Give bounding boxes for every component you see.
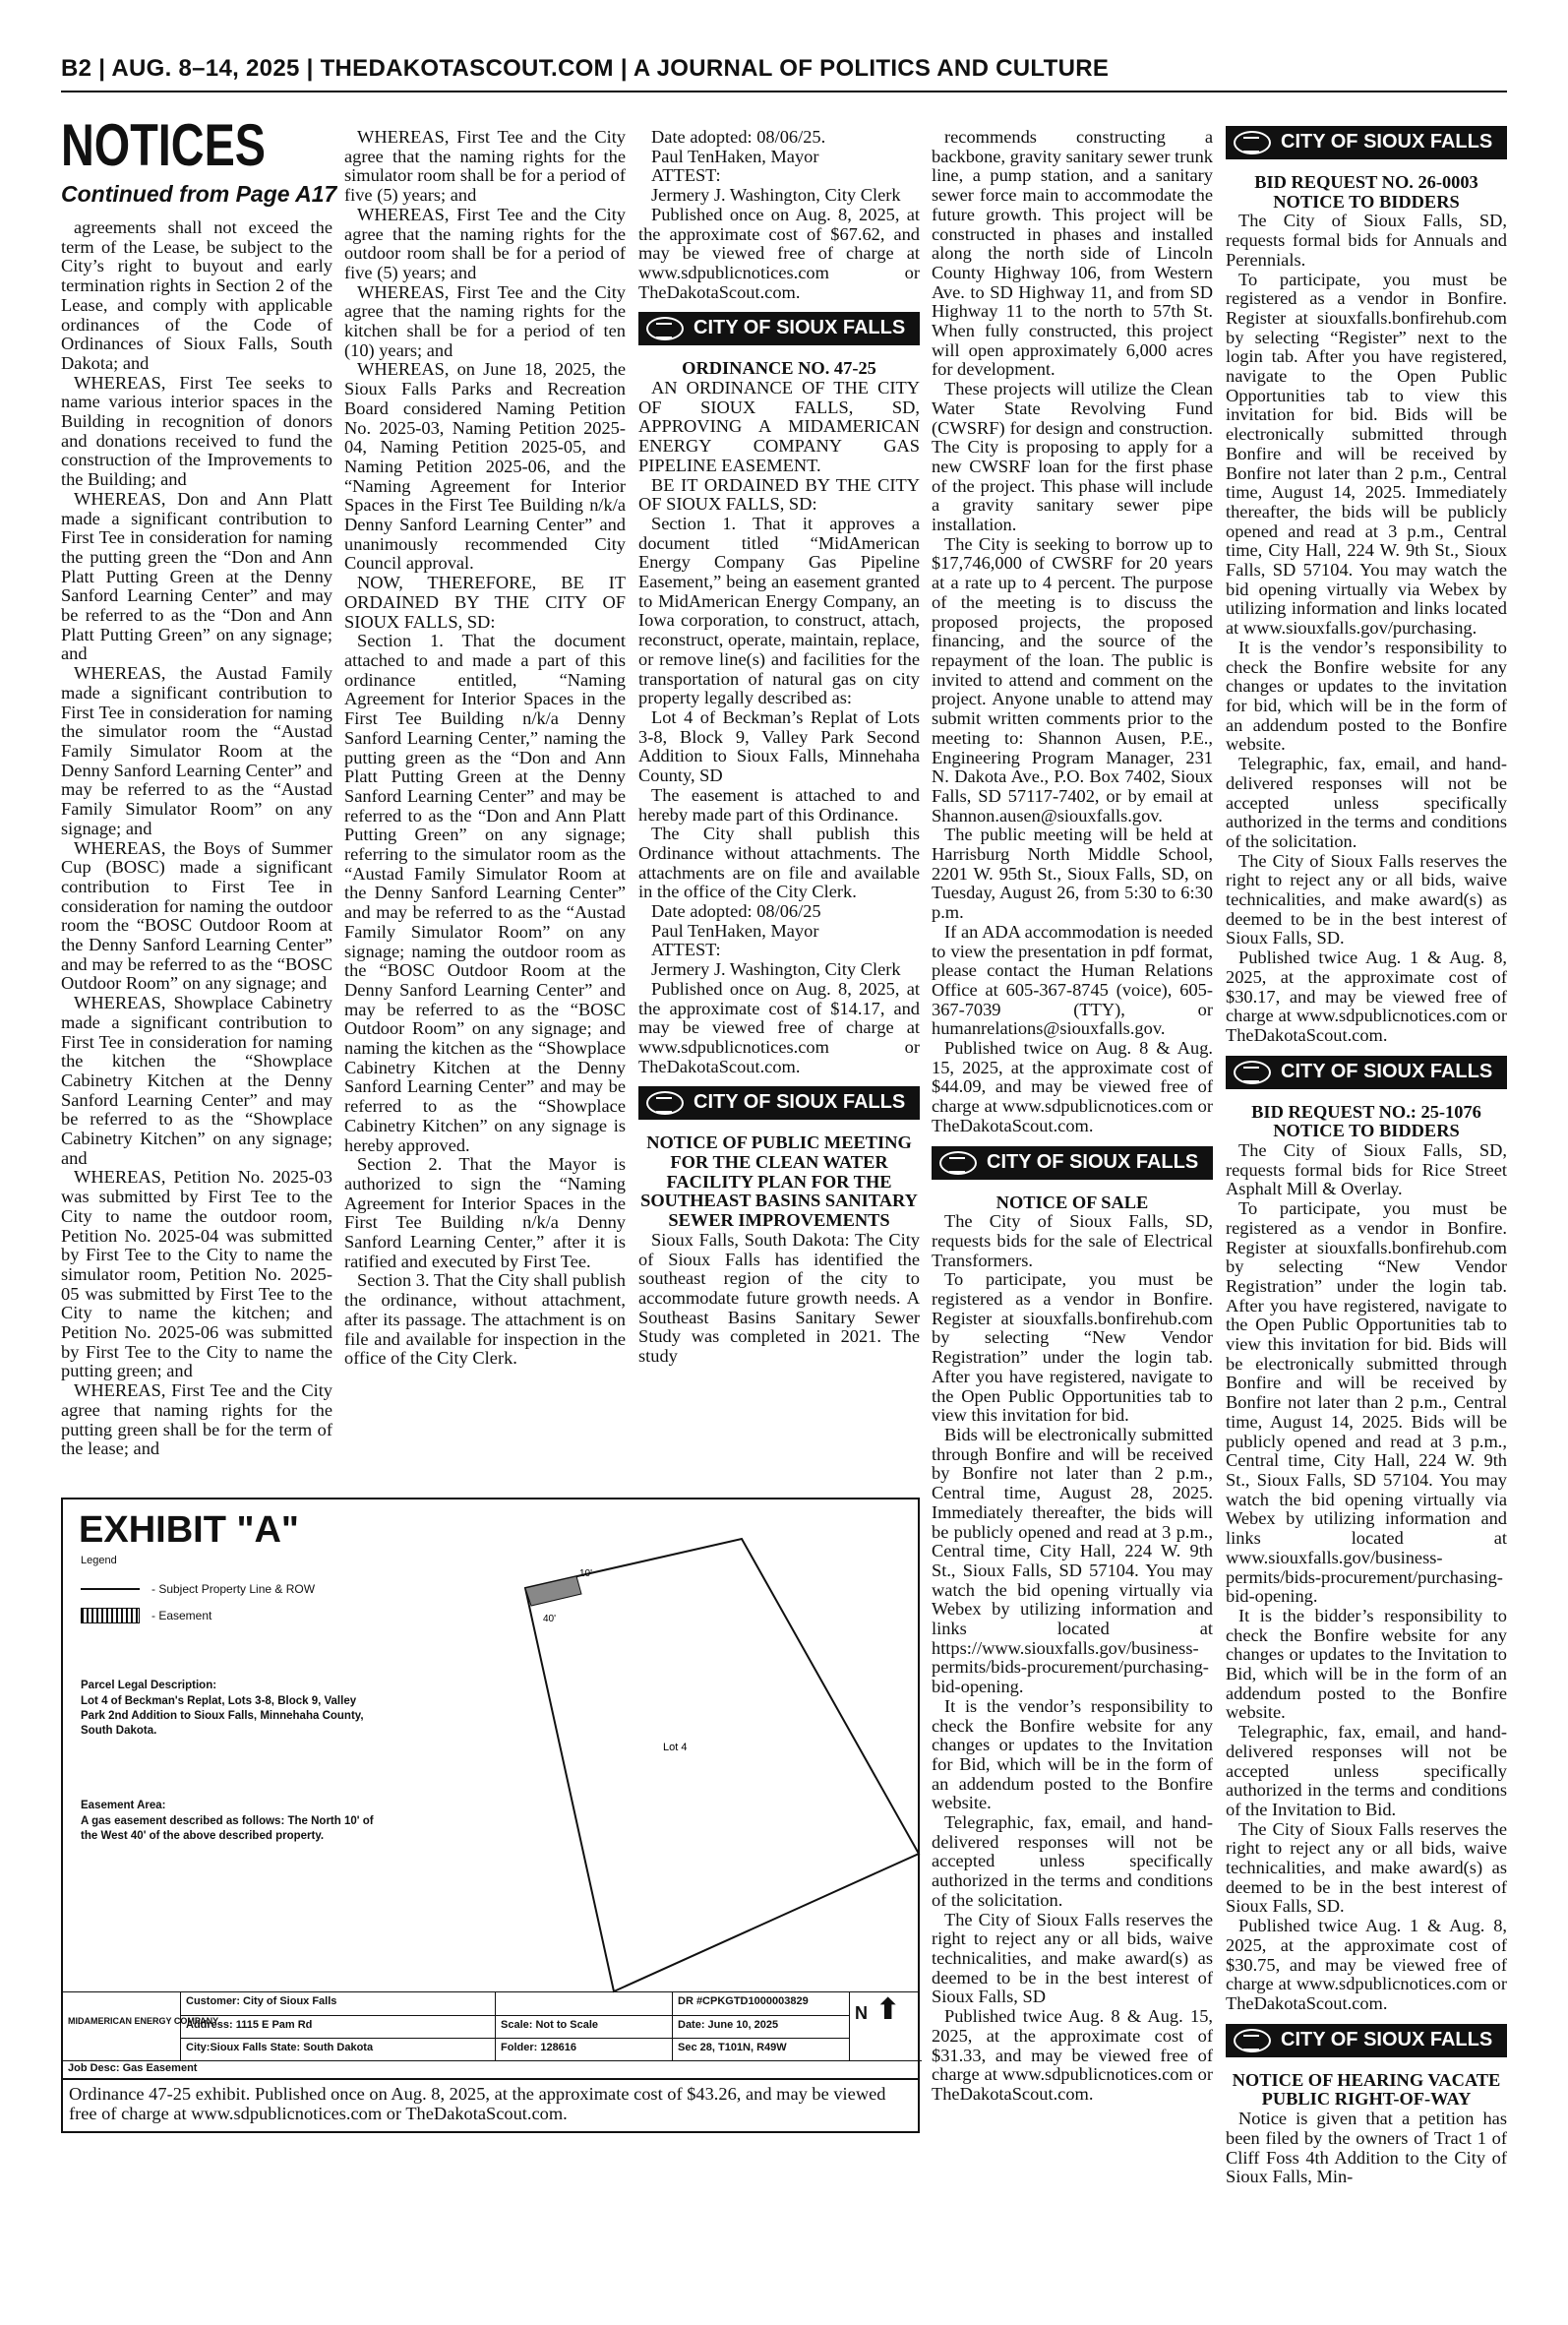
lot-label: Lot 4: [663, 1742, 688, 1753]
company-logo: MIDAMERICAN ENERGY COMPANY: [63, 1992, 181, 2061]
column-5: [1226, 126, 1507, 2317]
paragraph: BE IT ORDAINED BY THE CITY OF SIOUX FALLS, SD:: [638, 474, 920, 515]
paragraph: Published twice Aug. 1 & Aug. 8, 2025, at the approximate cost of $30.75, and may be viewed free of charge at www.sdpublicnotices.com or TheDakotaScout.com.: [1226, 1916, 1507, 2013]
paragraph: Published twice Aug. 8 & Aug. 15, 2025, at the approximate cost of $31.33, and may be viewed free of charge at www.sdpublicnotices.com or TheDakotaScout.com.: [932, 2006, 1213, 2104]
paragraph: recommends constructing a backbone, gravity sanitary sewer trunk line, a pump station, and a sanitary sewer force main to accommodate the future growth. This project will be constructed in phases and installed along the north side of Lincoln County Highway 106, from Western Ave. to SD Highway 11, and from SD Highway 11 to the north to 57th St. When fully constructed, this project will open approximately 6,000 acres for development.: [932, 127, 1213, 380]
paragraph: Section 2. That the Mayor is authorized to sign the “Naming Agreement for Interior Spaces in the First Tee Building n/k/a Denny Sanford Learning Center,” after it is ratified and executed by First Tee.: [344, 1154, 626, 1271]
column-1: [61, 218, 332, 1488]
north-arrow-icon: ⬆: [875, 1993, 901, 2026]
city-logo-icon: [646, 317, 684, 340]
paragraph: Published once on Aug. 8, 2025, at the approximate cost of $67.62, and may be viewed free of charge at www.sdpublicnotices.com or TheDakotaScout.com.: [638, 204, 920, 302]
paragraph: NOW, THEREFORE, BE IT ORDAINED BY THE CITY OF SIOUX FALLS, SD:: [344, 573, 626, 632]
address: Address: 1115 E Pam Rd: [181, 2016, 496, 2039]
section-header-label: CITY OF SIOUX FALLS: [1281, 131, 1493, 153]
paragraph: Jermery J. Washington, City Clerk: [651, 959, 901, 980]
paragraph: The City is seeking to borrow up to $17,746,000 of CWSRF for 20 years at a rate up to 4 percent. The purpose of the meeting is to discuss the proposed projects, the proposed financing, and the source of the repayment of the loan. The public is invited to attend and comment on the project. Anyone unable to attend may submit written comments prior to the meeting to: Shannon Ausen, P.E., Engineering Program Manager, 231 N. Dakota Ave., P.O. Box 7402, Sioux Falls, SD 57117-7402, or by email at Shannon.ausen@siouxfalls.gov.: [932, 533, 1213, 826]
paragraph: Paul TenHaken, Mayor: [651, 920, 819, 941]
paragraph: Jermery J. Washington, City Clerk: [651, 185, 901, 206]
section-township: Sec 28, T101N, R49W: [673, 2039, 850, 2061]
city-state: City:Sioux Falls State: South Dakota: [181, 2039, 496, 2061]
paragraph: Telegraphic, fax, email, and hand-delivered responses will not be accepted unless specifically authorized in the terms and conditions of the solicitation.: [1226, 754, 1507, 851]
paragraph: Paul TenHaken, Mayor: [651, 146, 819, 166]
paragraph: Section 1. That the document attached to and made a part of this ordinance entitled, “Naming Agreement for Interior Spaces in the First Tee Building n/k/a Denny Sanford Learning Center,” naming the putting green as the “Don and Ann Platt Putting Green at the Denny Sanford Learning Center” and may be referred to as the “Don and Ann Platt Putting Green” on any signage; referring to the simulator room as the “Austad Family Simulator Room at the Denny Sanford Learning Center” and may be referred to as the “Austad Family Simulator Room” on any signage; naming the outdoor room as the “BOSC Outdoor Room at the Denny Sanford Learning Center” and may be referred to as the “BOSC Outdoor Room” on any signage; and naming the kitchen as the “Showplace Cabinetry Kitchen at the Denny Sanford Learning Center” and may be referred to as the “Showplace Cabinetry Kitchen” on any signage is hereby approved.: [344, 631, 626, 1155]
section-header-label: CITY OF SIOUX FALLS: [987, 1150, 1199, 1173]
scale: Scale: Not to Scale: [496, 2016, 673, 2039]
parcel-drawing: [63, 1499, 922, 1991]
city-logo-icon: [1234, 2029, 1271, 2052]
paragraph: Published twice Aug. 1 & Aug. 8, 2025, at the approximate cost of $30.17, and may be viewed free of charge at www.sdpublicnotices.com or TheDakotaScout.com.: [1226, 948, 1507, 1045]
paragraph: AN ORDINANCE OF THE CITY OF SIOUX FALLS, SD, APPROVING A MIDAMERICAN ENERGY COMPANY GAS PIPELINE EASEMENT.: [638, 378, 920, 475]
paragraph: To participate, you must be registered as a vendor in Bonfire. Register at siouxfalls.bonfirehub.com by selecting “Register” next to the login tab. After you have registered, navigate to the Open Public Opportunities tab to view this invitation for bid. Bids will be electronically submitted through Bonfire and will be received by Bonfire not later than 2 p.m., Central time, August 14, 2025. Immediately thereafter, the bids will be publicly opened and read at 3 p.m., Central time, City Hall, 224 W. 9th St., Sioux Falls, SD 57104. You may watch the bid opening virtually via Webex by utilizing information and links located at www.siouxfalls.gov/purchasing.: [1226, 269, 1507, 639]
paragraph: ATTEST:: [651, 940, 721, 960]
title-block: [63, 1991, 918, 2078]
continued-label: Continued from Page A17: [61, 181, 337, 207]
customer: Customer: City of Sioux Falls: [181, 1992, 496, 2016]
section-title: NOTICES: [61, 112, 267, 178]
paragraph: Date adopted: 08/06/25.: [651, 127, 826, 147]
city-logo-icon: [939, 1151, 977, 1175]
parcel-description: Lot 4 of Beckman's Replat, Lots 3-8, Block 9, Valley Park 2nd Addition to Sioux Falls, Minnehaha County, South Dakota.: [81, 1695, 364, 1737]
section-header-label: CITY OF SIOUX FALLS: [694, 317, 906, 339]
parcel-label: Parcel Legal Description:: [81, 1680, 217, 1691]
exhibit-title: EXHIBIT "A": [79, 1509, 299, 1551]
dimension-label: 40': [543, 1614, 557, 1624]
exhibit-map: [61, 1498, 920, 2080]
paragraph: These projects will utilize the Clean Water State Revolving Fund (CWSRF) for design and construction. The City is proposing to apply for a new CWSRF loan for the first phase of the project. This phase will include a gravity sanitary sewer pipe installation.: [932, 379, 1213, 535]
exhibit-caption: Ordinance 47-25 exhibit. Published once on Aug. 8, 2025, at the approximate cost of $43.26, and may be viewed free of charge at www.sdpublicnotices.com or TheDakotaScout.com.: [61, 2080, 920, 2133]
paragraph: Sioux Falls, South Dakota: The City of Sioux Falls has identified the southeast region of the city to accommodate future growth needs. A Southeast Basins Sanitary Sewer Study was completed in 2021. The study: [638, 1229, 920, 1367]
notice-title: NOTICE OF HEARING VACATE PUBLIC RIGHT-OF-WAY: [1232, 2069, 1501, 2110]
paragraph: If an ADA accommodation is needed to view the presentation in pdf format, please contact the Human Relations Office at 605-367-8745 (voice), 605-367-7039 (TTY), or humanrelations@siouxfalls.gov.: [932, 921, 1213, 1039]
paragraph: Published once on Aug. 8, 2025, at the approximate cost of $14.17, and may be viewed free of charge at www.sdpublicnotices.com or TheDakotaScout.com.: [638, 978, 920, 1076]
paragraph: ATTEST:: [651, 165, 721, 186]
paragraph: WHEREAS, First Tee and the City agree that the naming rights for the simulator room shall be for a period of five (5) years; and: [344, 127, 626, 206]
column-2: [344, 128, 626, 1488]
paragraph: The City of Sioux Falls, SD, requests bids for the sale of Electrical Transformers.: [932, 1211, 1213, 1270]
running-header: B2 | AUG. 8–14, 2025 | THEDAKOTASCOUT.COM | A JOURNAL OF POLITICS AND CULTURE: [61, 55, 1110, 82]
section-header-label: CITY OF SIOUX FALLS: [1281, 2028, 1493, 2050]
paragraph: The City of Sioux Falls reserves the right to reject any or all bids, waive technicalities, and make award(s) as deemed to be in the best interest of Sioux Falls, SD.: [1226, 1818, 1507, 1917]
paragraph: WHEREAS, the Boys of Summer Cup (BOSC) made a significant contribution to First Tee in consideration for naming the outdoor room the “BOSC Outdoor Room at the Denny Sanford Learning Center” and may be referred to as the “BOSC Outdoor Room” on any signage; and: [61, 837, 332, 994]
paragraph: The City of Sioux Falls reserves the right to reject any or all bids, waive technicalities, and make award(s) as deemed to be in the best interest of Sioux Falls, SD.: [1226, 850, 1507, 948]
paragraph: The City of Sioux Falls reserves the right to reject any or all bids, waive technicalities, and make award(s) as deemed to be in the best interest of Sioux Falls, SD: [932, 1909, 1213, 2007]
paragraph: Telegraphic, fax, email, and hand-delivered responses will not be accepted unless specifically authorized in the terms and conditions of the solicitation.: [932, 1812, 1213, 1910]
paragraph: Telegraphic, fax, email, and hand-delivered responses will not be accepted unless specifically authorized in the terms and conditions of the Invitation to Bid.: [1226, 1722, 1507, 1819]
paragraph: To participate, you must be registered as a vendor in Bonfire. Register at siouxfalls.bonfirehub.com by selecting “New Vendor Registration” under the login tab. After you have registered, navigate to the Open Public Opportunities tab to view this invitation for bid. Bids will be electronically submitted through Bonfire and will be received by Bonfire not later than 2 p.m., Central time, August 14, 2025. Bids will be publicly opened and read at 3 p.m., Central time, City Hall, 224 W. 9th St., Sioux Falls, SD 57104. You may watch the bid opening virtually via Webex by utilizing information and links located at www.siouxfalls.gov/business-permits/bids-procurement/purchasing-bid-opening.: [1226, 1198, 1507, 1607]
paragraph: WHEREAS, Showplace Cabinetry made a significant contribution to First Tee in consideration for naming the kitchen the “Showplace Cabinetry Kitchen at the Denny Sanford Learning Center” and may be referred to as the “Showplace Cabinetry Kitchen” on any signage; and: [61, 993, 332, 1168]
paragraph: To participate, you must be registered as a vendor in Bonfire. Register at siouxfalls.bonfirehub.com by selecting “New Vendor Registration” under the login tab. After you have registered, navigate to the Open Public Opportunities tab to view this invitation for bid.: [932, 1269, 1213, 1426]
blank-cell: [496, 1992, 673, 2016]
legend-row-easement: - Easement: [81, 1608, 211, 1623]
north-arrow: [850, 1992, 922, 2061]
section-header-label: CITY OF SIOUX FALLS: [694, 1091, 906, 1114]
paragraph: The public meeting will be held at Harrisburg North Middle School, 2201 W. 95th St., Sioux Falls, SD, on Tuesday, August 26, from 5:30 to 6:30 p.m.: [932, 825, 1213, 923]
notice-title: BID REQUEST NO. 26-0003 NOTICE TO BIDDERS: [1254, 172, 1478, 212]
job-description: Job Desc: Gas Easement: [68, 2062, 198, 2074]
legend-label: Legend: [81, 1555, 117, 1566]
paragraph: WHEREAS, First Tee and the City agree that the naming rights for the outdoor room shall be for a period of five (5) years; and: [344, 204, 626, 282]
paragraph: It is the bidder’s responsibility to check the Bonfire website for any changes or updates to the Invitation to Bid, which will be in the form of an addendum posted to the Bonfire website.: [1226, 1605, 1507, 1723]
paragraph: WHEREAS, First Tee seeks to name various interior spaces in the Building in recognition of donors and donations received to fund the construction of the Improvements to the Building; and: [61, 372, 332, 490]
folder: Folder: 128616: [496, 2039, 673, 2061]
date: Date: June 10, 2025: [673, 2016, 850, 2039]
notice-title: ORDINANCE NO. 47-25: [682, 358, 876, 379]
notice-title: NOTICE OF PUBLIC MEETING FOR THE CLEAN WATER FACILITY PLAN FOR THE SOUTHEAST BASINS SANITARY SEWER IMPROVEMENTS: [640, 1132, 918, 1231]
paragraph: agreements shall not exceed the term of the Lease, be subject to the City’s right to buyout and early termination rights in Section 2 of the Lease, and comply with applicable ordinances of the Code of Ordinances of Sioux Falls, South Dakota; and: [61, 217, 332, 373]
paragraph: WHEREAS, Petition No. 2025-03 was submitted by First Tee to the City to name the outdoor room, Petition No. 2025-04 was submitted by First Tee to the City to name the simulator room, Petition No. 2025-05 was submitted by First Tee to the City to name the kitchen; and Petition No. 2025-06 was submitted by First Tee to the City to name the putting green; and: [61, 1167, 332, 1381]
paragraph: The City shall publish this Ordinance without attachments. The attachments are on file and available in the office of the City Clerk.: [638, 824, 920, 902]
section-header-label: CITY OF SIOUX FALLS: [1281, 1060, 1493, 1082]
paragraph: WHEREAS, Don and Ann Platt made a significant contribution to First Tee in consideration for naming the putting green the “Don and Ann Platt Putting Green at the Denny Sanford Learning Center” and may be referred to as the “Don and Ann Platt Putting Green” on any signage; and: [61, 488, 332, 664]
paragraph: Section 1. That it approves a document titled “MidAmerican Energy Company Gas Pipeline Easement,” being an easement granted to MidAmerican Energy Company, an Iowa corporation, to construct, attach, reconstruct, operate, maintain, replace, or remove line(s) and facilities for the transportation of natural gas on city property legally described as:: [638, 513, 920, 708]
paragraph: The City of Sioux Falls, SD, requests formal bids for Rice Street Asphalt Mill & Overlay.: [1226, 1140, 1507, 1199]
city-logo-icon: [1234, 131, 1271, 154]
paragraph: Date adopted: 08/06/25: [651, 901, 821, 922]
easement-label: Easement Area:: [81, 1800, 166, 1811]
paragraph: WHEREAS, the Austad Family made a significant contribution to First Tee in consideration for naming the simulator room the “Austad Family Simulator Room at the Denny Sanford Learning Center” and may be referred to as the “Austad Family Simulator Room” on any signage; and: [61, 663, 332, 838]
north-label: N: [855, 2003, 868, 2023]
paragraph: WHEREAS, First Tee and the City agree that the naming rights for the kitchen shall be for a period of ten (10) years; and: [344, 281, 626, 360]
paragraph: It is the vendor’s responsibility to check the Bonfire website for any changes or updates to the invitation for bid, which will be in the form of an addendum posted to the Bonfire website.: [1226, 637, 1507, 755]
notice-title: BID REQUEST NO.: 25-1076 NOTICE TO BIDDERS: [1251, 1101, 1481, 1141]
paragraph: It is the vendor’s responsibility to check the Bonfire website for any changes or updates to the Invitation for Bid, which will be in the form of an addendum posted to the Bonfire website.: [932, 1695, 1213, 1813]
dr-number: DR #CPKGTD1000003829: [673, 1992, 850, 2016]
legend-row-property: - Subject Property Line & ROW: [81, 1582, 315, 1596]
column-4: [932, 128, 1213, 2317]
paragraph: WHEREAS, on June 18, 2025, the Sioux Falls Parks and Recreation Board considered Naming Petition No. 2025-03, Naming Petition 2025-04, Naming Petition 2025-05, and Naming Petition 2025-06, and the “Naming Agreement for Interior Spaces in the First Tee Building n/k/a Denny Sanford Learning Center” and unanimously recommended City Council approval.: [344, 359, 626, 574]
section-header-city: [1226, 2024, 1507, 2057]
paragraph: The City of Sioux Falls, SD, requests formal bids for Annuals and Perennials.: [1226, 211, 1507, 270]
city-logo-icon: [1234, 1061, 1271, 1084]
section-header-city: [638, 312, 920, 345]
city-logo-icon: [646, 1091, 684, 1115]
easement-description: A gas easement described as follows: The North 10' of the West 40' of the above described property.: [81, 1815, 374, 1842]
section-header-city: [1226, 126, 1507, 159]
paragraph: Bids will be electronically submitted through Bonfire and will be received by Bonfire not later than 2 p.m., Central time, August 28, 2025. Immediately thereafter, the bids will be publicly opened and read at 3 p.m., Central time, City Hall, 224 W. 9th St., Sioux Falls, SD 57104. You may watch the bid opening virtually via Webex by utilizing information and links located at https://www.siouxfalls.gov/business-permits/bids-procurement/purchasing-bid-opening.: [932, 1425, 1213, 1697]
section-header-city: [932, 1146, 1213, 1180]
paragraph: Notice is given that a petition has been filed by the owners of Tract 1 of Cliff Foss 4th Addition to the City of Sioux Falls, Min-: [1226, 2109, 1507, 2187]
paragraph: The easement is attached to and hereby made part of this Ordinance.: [638, 784, 920, 825]
lot-boundary: [525, 1539, 919, 1991]
section-header-city: [1226, 1056, 1507, 1089]
paragraph: Published twice on Aug. 8 & Aug. 15, 2025, at the approximate cost of $44.09, and may be viewed free of charge at www.sdpublicnotices.com or TheDakotaScout.com.: [932, 1038, 1213, 1135]
header-rule: [61, 91, 1507, 92]
paragraph: WHEREAS, First Tee and the City agree that naming rights for the putting green shall be for the term of the lease; and: [61, 1380, 332, 1459]
section-header-city: [638, 1086, 920, 1120]
dimension-label: 10': [579, 1568, 593, 1579]
notice-title: NOTICE OF SALE: [995, 1192, 1149, 1212]
paragraph: Section 3. That the City shall publish the ordinance, without attachment, after its passage. The attachment is on file and available for inspection in the office of the City Clerk.: [344, 1270, 626, 1369]
paragraph: Lot 4 of Beckman’s Replat of Lots 3-8, Block 9, Valley Park Second Addition to Sioux Falls, Minnehaha County, SD: [638, 706, 920, 786]
column-3: [638, 128, 920, 1488]
